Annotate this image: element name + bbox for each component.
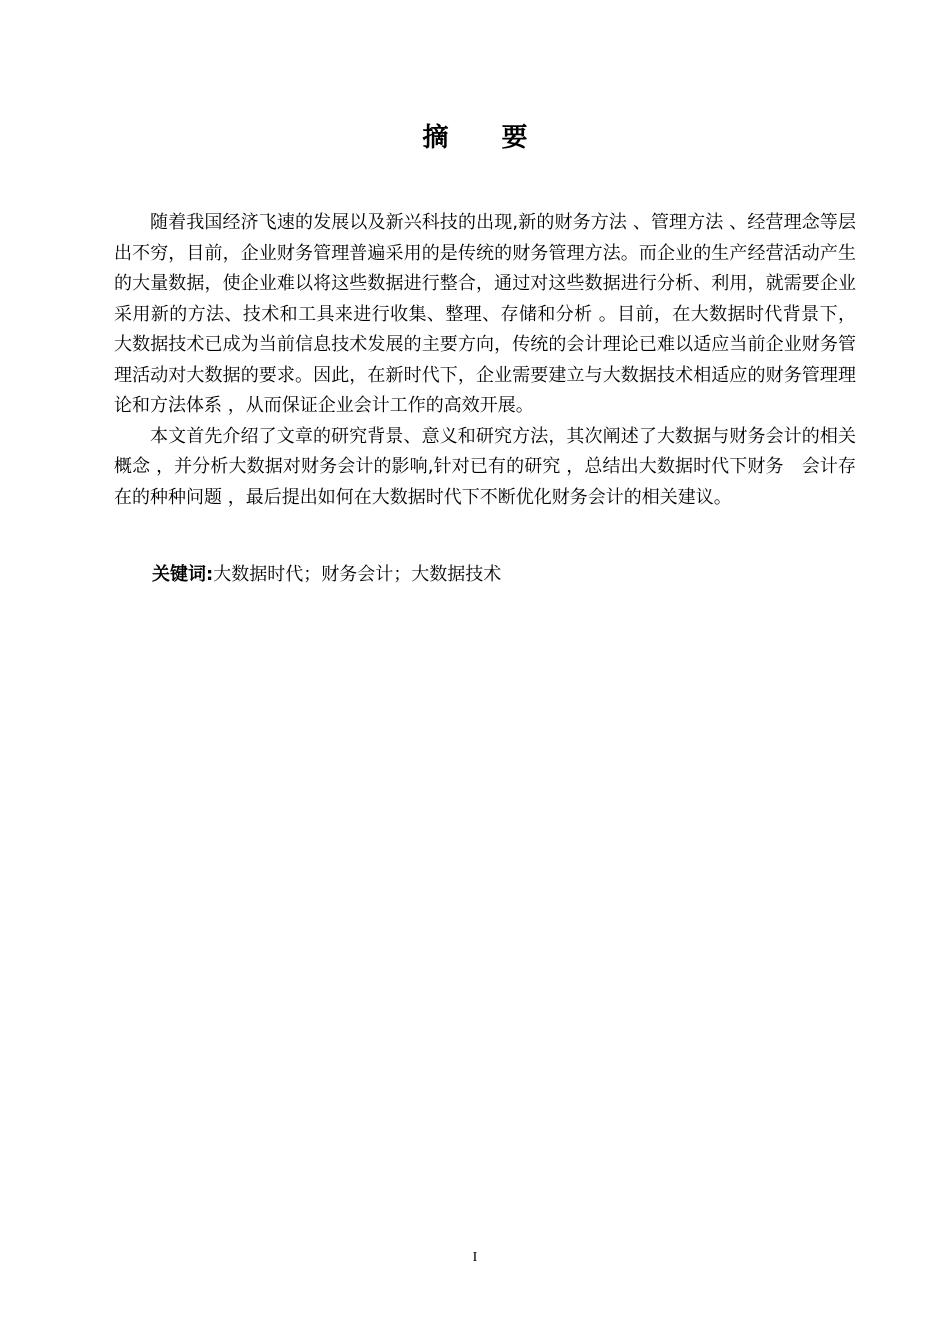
- abstract-body: [114, 208, 856, 513]
- keywords-line: [152, 560, 852, 590]
- page-title: 摘 要: [422, 123, 550, 153]
- abstract-paragraph: 随着我国经济飞速的发展以及新兴科技的出现,新的财务方法 、管理方法 、经营理念等层出不穷，目前，企业财务管理普遍采用的是传统的财务管理方法。而企业的生产经营活动产生的大量数据，使企业难以将这些数据进行整合，通过对这些数据进行分析、利用，就需要企业采用新的方法、技术和工具来进行收集、整理、存储和分析 。目前，在大数据时代背景下，大数据技术已成为当前信息技术发展的主要方向，传统的会计理论已难以适应当前企业财务管理活动对大数据的要求。因此，在新时代下，企业需要建立与大数据技术相适应的财务管理理论和方法体系 ，从而保证企业会计工作的高效开展。: [114, 212, 856, 416]
- page-number: I: [472, 1250, 478, 1265]
- keywords-label: 关键词:: [152, 564, 214, 585]
- abstract-paragraph: 本文首先介绍了文章的研究背景、意义和研究方法，其次阐述了大数据与财务会计的相关概念 ，并分析大数据对财务会计的影响,针对已有的研究 ，总结出大数据时代下财务 会计存在的种种问题 ，最后提出如何在大数据时代下不断优化财务会计的相关建议。: [114, 425, 856, 508]
- keywords-value: 大数据时代；财务会计；大数据技术: [213, 564, 502, 585]
